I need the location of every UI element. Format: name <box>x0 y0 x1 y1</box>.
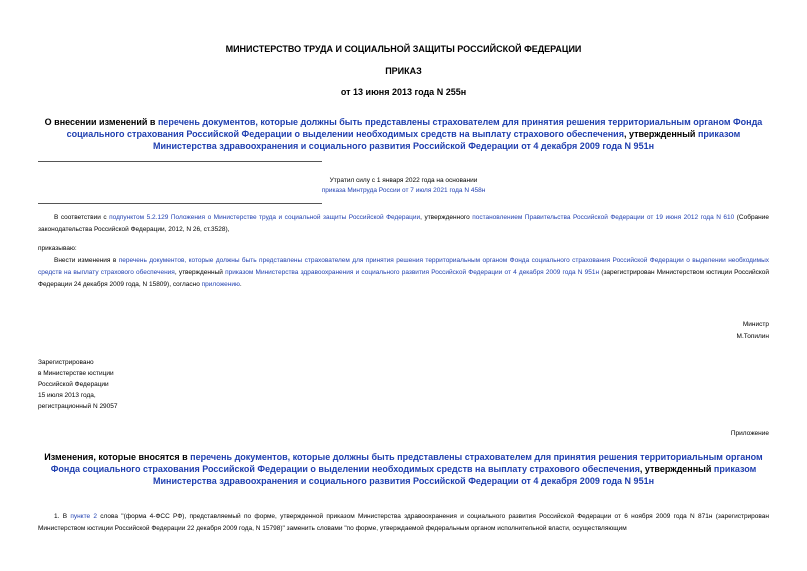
order-word: приказываю: <box>38 245 77 252</box>
divider-bottom <box>38 203 322 204</box>
appendix-link-document-list[interactable]: перечень документов, которые должны быть представлены страхователем для принятия решения территориальным органом Фонда социального страхования Российской Федерации о выделении необходимых средств на выплату страхового обеспечения <box>50 452 763 474</box>
item1-text-2: слова "(форма 4-ФСС РФ), представляемый по форме, утвержденной приказом Министерства здравоохранения и социального развития Российской Федерации от 6 ноября 2009 года N 871н (зарегистрирован Министерством юстиции Российской Федерации 22 декабря 2009 года, N 15798)" заменить словами "по форме, утверждаемой федеральным органом исполнительной власти, осуществляющим <box>38 513 770 532</box>
title-link-document-list[interactable]: перечень документов, которые должны быть представлены страхователем для принятия решения территориальным органом Фонда социального страхования Российской Федерации о выделении необходимых средств на выплату страхового обеспечения <box>66 117 763 139</box>
registration-block <box>38 357 118 412</box>
appendix-label: Приложение <box>730 430 769 437</box>
title-text-2: , утвержденный <box>623 129 698 139</box>
main-paragraph <box>38 255 769 291</box>
main-text-3: (зарегистрирован Министерством юстиции Российской Федерации 24 декабря 2009 года, N 15809), согласно <box>38 269 770 288</box>
order-title <box>40 116 767 152</box>
preamble-link-resolution[interactable]: постановлением Правительства Российской Федерации от 19 июня 2012 года N 610 <box>472 214 735 221</box>
registration-line: Российской Федерации <box>38 381 109 388</box>
registration-line: 15 июля 2013 года, <box>38 392 96 399</box>
preamble-paragraph <box>38 212 769 236</box>
title-link-order-951n[interactable]: приказом Министерства здравоохранения и социального развития Российской Федерации от 4 декабря 2009 года N 951н <box>152 129 741 151</box>
lost-force-note <box>0 176 807 196</box>
registration-line: Зарегистрировано <box>38 359 94 366</box>
main-link-order-951n[interactable]: приказом Министерства здравоохранения и социального развития Российской Федерации от 4 декабря 2009 года N 951н <box>225 269 600 276</box>
preamble-text-2: , утвержденного <box>420 214 473 221</box>
item-1-paragraph <box>38 511 769 535</box>
preamble-link-regulation[interactable]: подпунктом 5.2.129 Положения о Министерстве труда и социальной защиты Российской Федерации <box>109 214 421 221</box>
document-type: ПРИКАЗ <box>385 66 422 76</box>
item1-link-point-2[interactable]: пункте 2 <box>70 513 97 520</box>
title-text-1: О внесении изменений в <box>44 117 158 127</box>
divider-top <box>38 161 322 162</box>
appendix-link-order-951n[interactable]: приказом Министерства здравоохранения и социального развития Российской Федерации от 4 декабря 2009 года N 951н <box>152 464 757 486</box>
main-text-4: . <box>239 281 242 288</box>
registration-line: в Министерстве юстиции <box>38 370 114 377</box>
signature-name: М.Топилин <box>736 333 769 340</box>
lost-force-text: Утратил силу с 1 января 2022 года на основании <box>329 177 478 184</box>
preamble-text-3: (Собрание законодательства Российской Федерации, 2012, N 26, ст.3528), <box>38 214 770 233</box>
appendix-text-2: , утвержденный <box>639 464 714 474</box>
appendix-text-1: Изменения, которые вносятся в <box>44 452 191 462</box>
registration-line: регистрационный N 29057 <box>38 403 118 410</box>
document-date-number: от 13 июня 2013 года N 255н <box>340 87 467 97</box>
signature-block <box>737 319 769 343</box>
preamble-text-1: В соответствии с <box>54 214 110 221</box>
main-text-2: , утвержденный <box>174 269 226 276</box>
ministry-heading: МИНИСТЕРСТВО ТРУДА И СОЦИАЛЬНОЙ ЗАЩИТЫ РОССИЙСКОЙ ФЕДЕРАЦИИ <box>225 44 582 54</box>
main-link-document-list[interactable]: перечень документов, которые должны быть представлены страхователем для принятия решения территориальным органом Фонда социального страхования Российской Федерации о выделении необходимых средств на выплату страхового обеспечения <box>38 257 769 276</box>
lost-force-link[interactable]: приказа Минтруда России от 7 июля 2021 года N 458н <box>321 187 486 194</box>
signature-role: Министр <box>742 321 769 328</box>
item1-text-1: 1. В <box>54 513 71 520</box>
appendix-title <box>40 451 767 487</box>
main-link-appendix[interactable]: приложению <box>201 281 240 288</box>
main-text-1: Внести изменения в <box>54 257 119 264</box>
